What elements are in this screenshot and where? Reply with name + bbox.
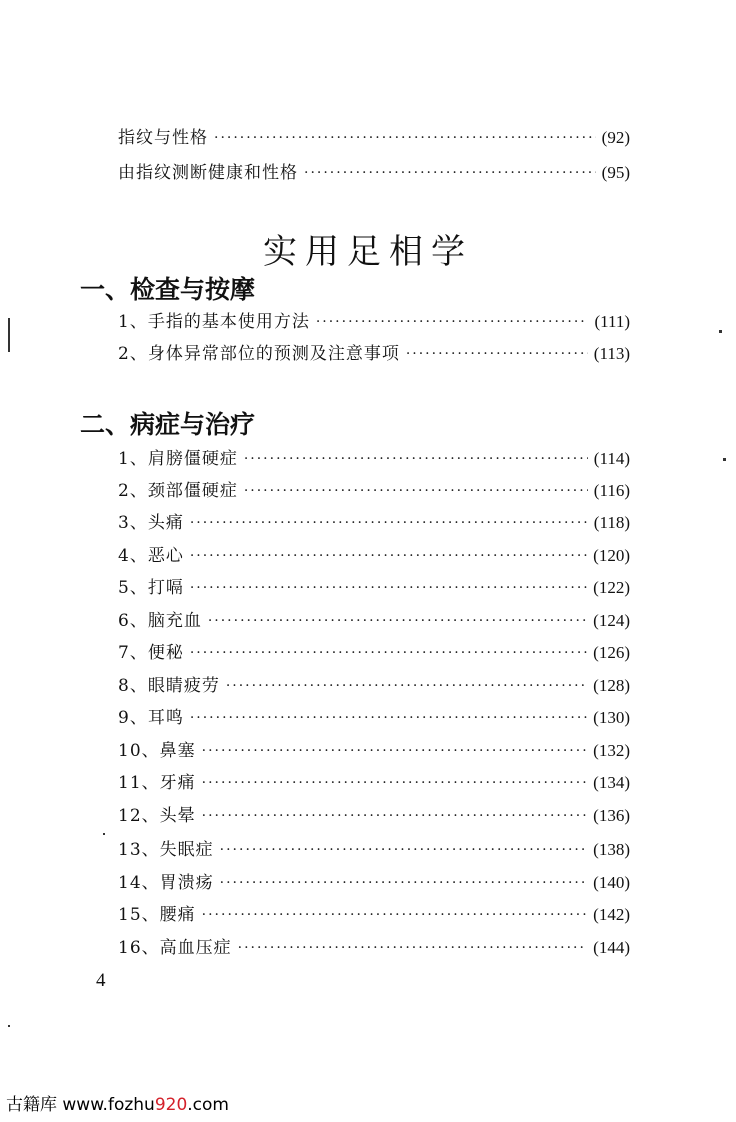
toc-entry-page: (140) [593, 873, 630, 892]
toc-entry-label: 7、便秘 [118, 643, 184, 663]
toc-entry-label: 3、头痛 [118, 513, 184, 533]
toc-entry [118, 770, 630, 796]
toc-entry [118, 870, 630, 896]
leader-dots [406, 341, 588, 367]
leader-dots [202, 803, 588, 829]
watermark-highlight: 920 [154, 1095, 188, 1115]
toc-entry-page: (116) [593, 481, 630, 500]
leader-dots [220, 870, 588, 896]
toc-entry-page: (138) [593, 840, 630, 859]
toc-entry-label: 4、恶心 [118, 546, 184, 566]
toc-entry [118, 705, 630, 731]
watermark-prefix: 古籍库 www.fozhu [6, 1095, 155, 1115]
toc-entry [118, 446, 630, 472]
site-watermark [6, 1090, 229, 1115]
toc-entry-page: (114) [593, 449, 630, 468]
toc-entry-page: (142) [593, 905, 630, 924]
toc-entry-page: (134) [593, 773, 630, 792]
toc-entry [118, 341, 630, 367]
toc-entry-page: (111) [594, 312, 630, 331]
leader-dots [190, 510, 588, 536]
leader-dots [190, 705, 587, 731]
toc-entry [118, 738, 630, 764]
scan-artifact [723, 458, 726, 461]
scan-artifact [103, 833, 105, 835]
leader-dots [202, 738, 588, 764]
toc-entry [118, 803, 630, 829]
toc-entry [118, 510, 630, 536]
leader-dots [226, 673, 587, 699]
toc-entry-label: 2、身体异常部位的预测及注意事项 [118, 344, 400, 364]
leader-dots [244, 446, 588, 472]
toc-entry-page: (132) [593, 741, 630, 760]
toc-entry-label: 9、耳鸣 [118, 708, 184, 728]
toc-entry-label: 1、手指的基本使用方法 [118, 312, 310, 332]
leader-dots [190, 575, 587, 601]
toc-entry-label: 10、鼻塞 [118, 741, 196, 761]
scan-artifact [8, 318, 10, 352]
toc-entry-page: (113) [593, 344, 630, 363]
toc-entry-page: (92) [601, 128, 630, 147]
toc-entry-label: 6、脑充血 [118, 611, 202, 631]
toc-entry-label: 11、牙痛 [118, 773, 196, 793]
toc-entry [118, 478, 630, 504]
leader-dots [304, 160, 596, 186]
toc-entry-page: (95) [601, 163, 630, 182]
leader-dots [244, 478, 588, 504]
section-title-text: 实用足相学 [263, 232, 473, 272]
leader-dots [190, 640, 587, 666]
toc-entry-label: 2、颈部僵硬症 [118, 481, 238, 501]
leader-dots [214, 125, 596, 151]
toc-entry-label: 指纹与性格 [118, 128, 208, 148]
toc-entry [118, 543, 630, 569]
toc-entry [118, 935, 630, 961]
toc-entry-page: (126) [593, 643, 630, 662]
toc-entry-label: 14、胃溃疡 [118, 873, 214, 893]
toc-entry [118, 837, 630, 863]
toc-entry-label: 15、腰痛 [118, 905, 196, 925]
toc-entry [118, 608, 630, 634]
leader-dots [238, 935, 588, 961]
leader-dots [202, 770, 588, 796]
toc-entry [118, 160, 630, 186]
toc-entry-page: (128) [593, 676, 630, 695]
section-title [0, 224, 736, 273]
leader-dots [190, 543, 587, 569]
toc-entry-label: 5、打嗝 [118, 578, 184, 598]
toc-entry-label: 16、高血压症 [118, 938, 232, 958]
scan-artifact [8, 1025, 10, 1027]
toc-entry-label: 1、肩膀僵硬症 [118, 449, 238, 469]
toc-entry-page: (120) [593, 546, 630, 565]
toc-entry-label: 12、头晕 [118, 806, 196, 826]
toc-entry-page: (124) [593, 611, 630, 630]
toc-entry [118, 902, 630, 928]
toc-entry-label: 8、眼睛疲劳 [118, 676, 220, 696]
toc-entry-label: 13、失眠症 [118, 840, 214, 860]
toc-entry-page: (136) [593, 806, 630, 825]
toc-entry [118, 125, 630, 151]
toc-entry [118, 640, 630, 666]
toc-entry [118, 673, 630, 699]
leader-dots [316, 309, 589, 335]
leader-dots [220, 837, 588, 863]
leader-dots [208, 608, 587, 634]
toc-entry-page: (144) [593, 938, 630, 957]
toc-entry-page: (130) [593, 708, 630, 727]
scan-artifact [719, 330, 722, 333]
toc-entry-page: (118) [593, 513, 630, 532]
toc-entry-page: (122) [593, 578, 630, 597]
chapter-heading: 一、检查与按摩 [80, 275, 256, 304]
page-number: 4 [96, 970, 106, 991]
toc-entry [118, 575, 630, 601]
leader-dots [202, 902, 588, 928]
toc-entry [118, 309, 630, 335]
chapter-heading: 二、病症与治疗 [80, 410, 256, 439]
toc-entry-label: 由指纹测断健康和性格 [118, 163, 298, 183]
watermark-suffix: .com [187, 1095, 229, 1115]
